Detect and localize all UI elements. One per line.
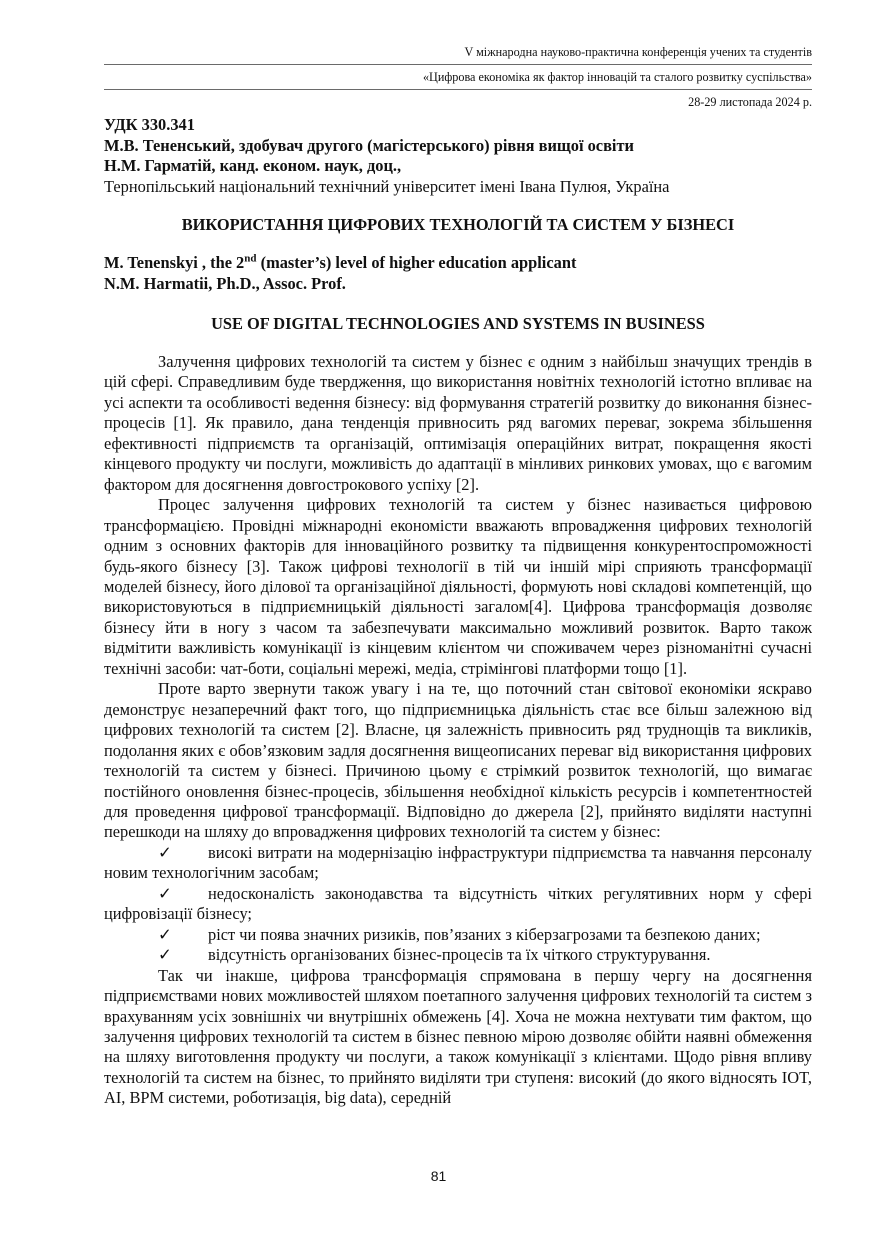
paragraph: Так чи інакше, цифрова трансформація спрямована в першу чергу на досягнення підприємствами нових можливостей шляхом поетапного залучення цифрових технологій та систем з врахуванням усіх зовнішніх чи внутрішніх обмежень [4]. Хоча не можна нехтувати тим фактом, що залучення цифрових технологій та систем в бізнес певною мірою дозволяє обійти наявні обмеження на шляху виготовлення продукту чи послуги, а також комунікації з клієнтами. Щодо рівня впливу технологій та систем на бізнес, то прийнято виділяти три ступеня: високий (до якого відносять IOT, AI, BPM системи, роботизація, big data), середній [104, 965, 812, 1108]
paragraph: Залучення цифрових технологій та систем у бізнес є одним з найбільш значущих трендів в цій сфері. Справедливим буде твердження, що використання новітніх технологій істотно впливає на усі аспекти та особливості ведення бізнесу: від формування стратегій розвитку до виконання бізнес-процесів [1]. Як правило, дана тенденція привносить ряд вагомих переваг, зокрема збільшення ефективності підприємств та організацій, оптимізація операційних витрат, покращення якості кінцевого продукту чи послуги, можливість до адаптації в мінливих ринкових умовах, що є вагомим фактором для досягнення довгострокового успіху [2]. [104, 352, 812, 494]
list-item [104, 884, 812, 925]
author-1-en [104, 253, 812, 274]
article-title-ua: ВИКОРИСТАННЯ ЦИФРОВИХ ТЕХНОЛОГІЙ ТА СИСТЕМ У БІЗНЕСІ [181, 215, 735, 234]
udk-code: УДК 330.341 [104, 115, 195, 134]
header-divider [104, 64, 812, 65]
list-item [104, 925, 812, 945]
authors-en [104, 253, 812, 294]
author-2-en: N.M. Harmatii, Ph.D., Assoc. Prof. [104, 273, 346, 293]
author-1-en-name: M. Tenenskyi , the 2 [104, 253, 245, 272]
conference-date: 28-29 листопада 2024 р. [688, 95, 812, 109]
conference-name: V міжнародна науково-практична конференція учених та студентів [464, 45, 812, 59]
author-1: М.В. Тененський, здобувач другого (магістерського) рівня вищої освіти [104, 135, 634, 155]
list-item-text: високі витрати на модернізацію інфраструктури підприємства та навчання персоналу новим технологічним засобам; [104, 842, 812, 883]
page-content [104, 44, 812, 1109]
checkmark-icon: ✓ [158, 924, 172, 944]
article-title-en: USE OF DIGITAL TECHNOLOGIES AND SYSTEMS IN BUSINESS [211, 314, 705, 333]
page-number: 81 [430, 1168, 447, 1184]
conference-header [104, 44, 812, 111]
checkmark-icon: ✓ [158, 883, 172, 903]
list-item-text: відсутність організованих бізнес-процесів та їх чіткого структурування. [208, 945, 711, 965]
article-meta [104, 115, 812, 197]
list-item-text: ріст чи поява значних ризиків, пов’язаних з кіберзагрозами та безпекою даних; [208, 924, 761, 944]
author-1-en-level: (master’s) level of higher education applicant [256, 253, 577, 272]
paragraph: Проте варто звернути також увагу і на те, що поточний стан світової економіки яскраво демонструє незаперечний факт того, що підприємницька діяльність стає все більш залежною від цифрових технологій та систем [2]. Власне, ця залежність привносить ряд труднощів та викликів, подолання яких є обов’язковим задля досягнення вищеописаних переваг від використання цифрових технологій та систем у бізнесі. Причиною цьому є стрімкий розвиток технологій, що вимагає постійного оновлення бізнес-процесів, збільшення необхідної кількість ресурсів і компетентностей для проведення цифрової трансформації. Відповідно до джерела [2], прийнято виділяти наступні перешкоди на шляху до впровадження цифрових технологій та систем у бізнес: [104, 679, 812, 842]
checkmark-icon: ✓ [158, 945, 172, 965]
list-item [104, 945, 812, 965]
affiliation: Тернопільський національний технічний університет імені Івана Пулюя, Україна [104, 176, 670, 196]
author-2: Н.М. Гарматій, канд. економ. наук, доц., [104, 156, 402, 175]
conference-theme: «Цифрова економіка як фактор інновацій та сталого розвитку суспільства» [422, 70, 812, 84]
header-divider [104, 89, 812, 90]
paragraph: Процес залучення цифрових технологій та систем у бізнес називається цифровою трансформацією. Провідні міжнародні економісти вважають впровадження цифрових технологій одним з основних факторів для інноваційного розвитку та підвищення конкурентоспроможності будь-якого бізнесу [3]. Також цифрові технології в тій чи іншій мірі сприяють трансформації моделей бізнесу, його ділової та організаційної діяльності, формують нові складові компетенцій, що використовуються в підприємницькій діяльності загалом[4]. Цифрова трансформація дозволяє бізнесу йти в ногу з часом та забезпечувати максимально можливий розвиток. Варто також відмітити важливість комунікації із кінцевим клієнтом чи споживачем через різноманітні сучасні технічні засоби: чат-боти, соціальні мережі, медіа, стрімінгові платформи тощо [1]. [104, 495, 812, 678]
list-item [104, 843, 812, 884]
list-item-text: недосконалість законодавства та відсутність чітких регулятивних норм у сфері цифровізації бізнесу; [104, 883, 812, 924]
checkmark-icon: ✓ [158, 842, 172, 862]
author-1-en-ordinal: nd [244, 252, 257, 265]
article-body [104, 352, 812, 1109]
